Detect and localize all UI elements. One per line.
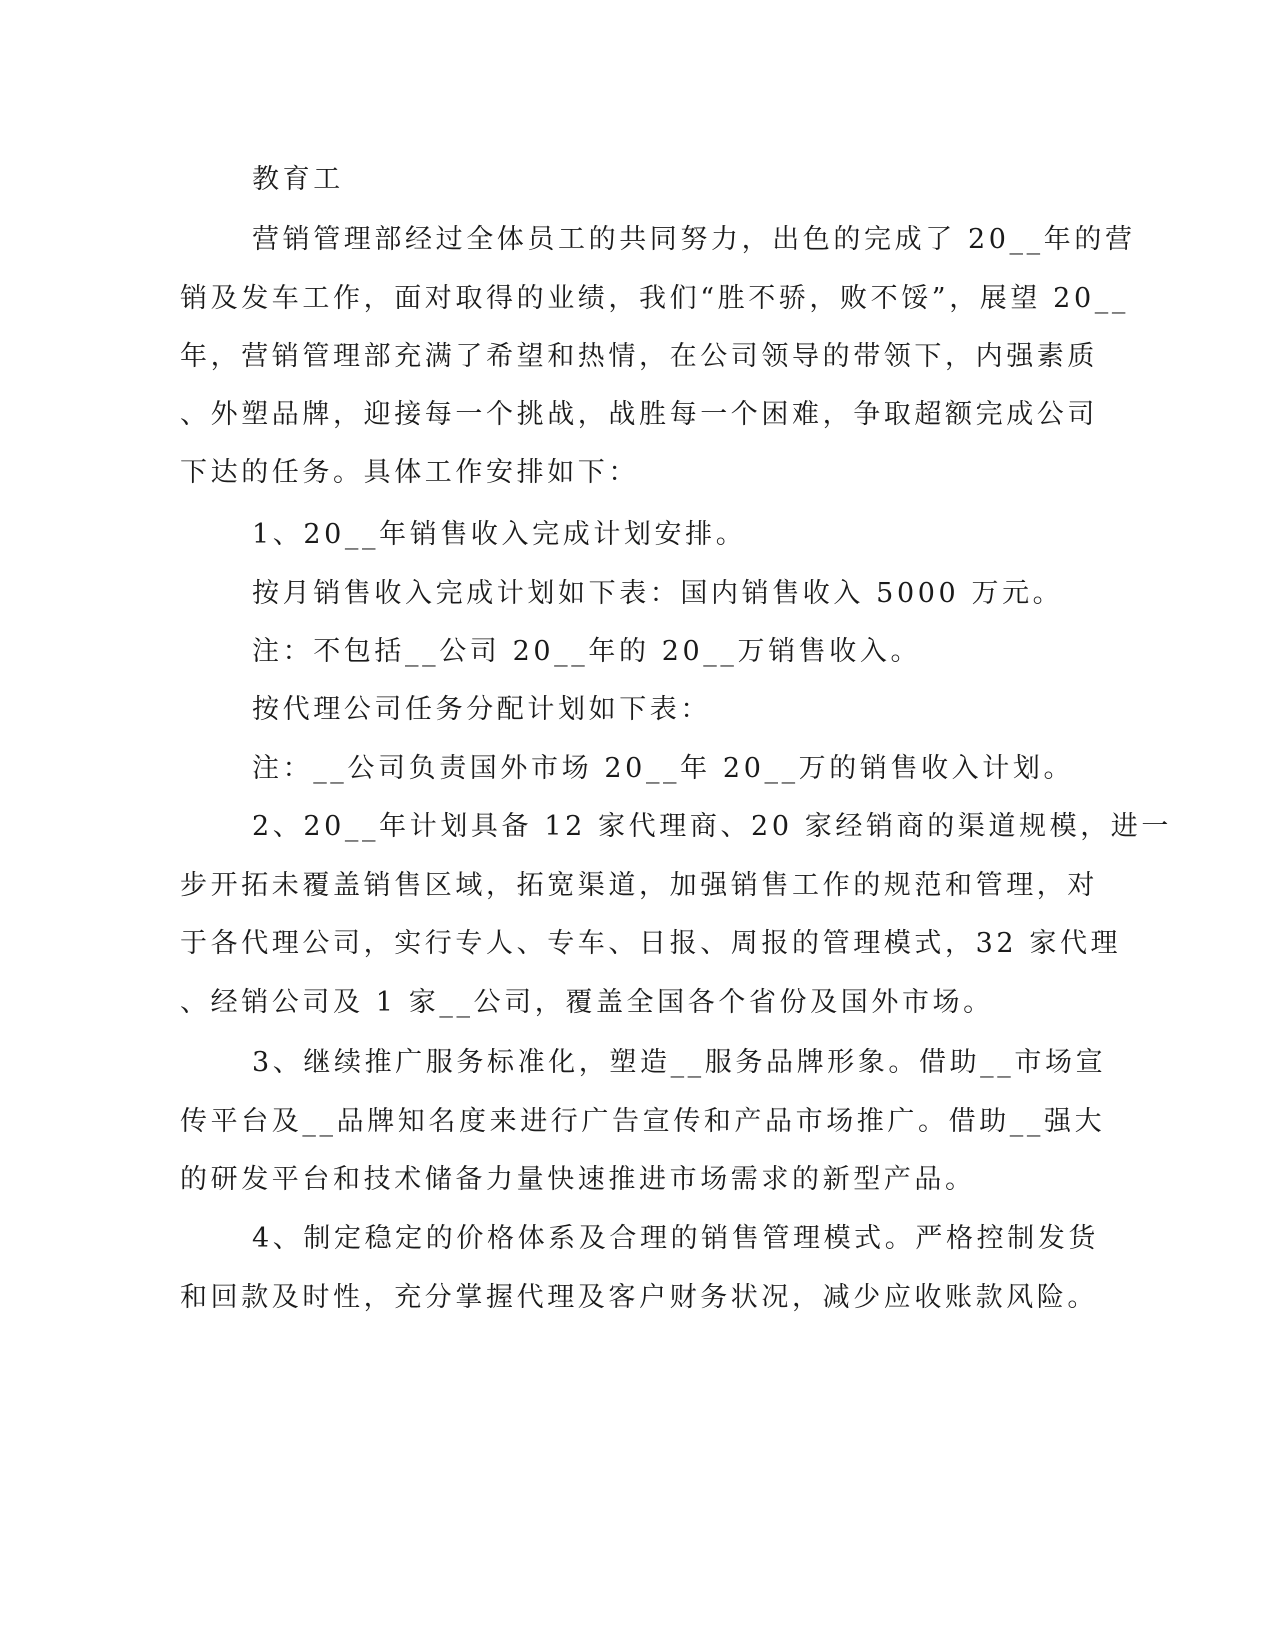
text-line: 于各代理公司，实行专人、专车、日报、周报的管理模式，32 家代理 [180, 928, 1122, 959]
text-line: 按月销售收入完成计划如下表：国内销售收入 5000 万元。 [252, 578, 1064, 609]
list-item-heading: 4、制定稳定的价格体系及合理的销售管理模式。严格控制发货 [252, 1223, 1099, 1254]
text-line: 营销管理部经过全体员工的共同努力，出色的完成了 20__年的营 [252, 224, 1136, 255]
heading-fragment: 教育工 [252, 164, 344, 195]
text-line: 按代理公司任务分配计划如下表： [252, 694, 711, 725]
list-item-heading: 3、继续推广服务标准化，塑造__服务品牌形象。借助__市场宣 [252, 1047, 1107, 1078]
text-line: 和回款及时性，充分掌握代理及客户财务状况，减少应收账款风险。 [180, 1282, 1098, 1313]
list-item-heading: 1、20__年销售收入完成计划安排。 [252, 519, 747, 550]
note-line: 注：不包括__公司 20__年的 20__万销售收入。 [252, 636, 922, 667]
text-line: 年，营销管理部充满了希望和热情，在公司领导的带领下，内强素质 [180, 341, 1098, 372]
text-line: 销及发车工作，面对取得的业绩，我们“胜不骄，败不馁”，展望 20__ [180, 283, 1129, 314]
text-line: 、经销公司及 1 家__公司，覆盖全国各个省份及国外市场。 [180, 987, 994, 1018]
text-line: 传平台及__品牌知名度来进行广告宣传和产品市场推广。借助__强大 [180, 1106, 1106, 1137]
text-line: 的研发平台和技术储备力量快速推进市场需求的新型产品。 [180, 1164, 976, 1195]
text-line: 、外塑品牌，迎接每一个挑战，战胜每一个困难，争取超额完成公司 [180, 399, 1098, 430]
text-line: 步开拓未覆盖销售区域，拓宽渠道，加强销售工作的规范和管理，对 [180, 870, 1098, 901]
list-item-heading: 2、20__年计划具备 12 家代理商、20 家经销商的渠道规模，进一 [252, 811, 1172, 842]
note-line: 注：__公司负责国外市场 20__年 20__万的销售收入计划。 [252, 753, 1075, 784]
text-line: 下达的任务。具体工作安排如下： [180, 457, 639, 488]
